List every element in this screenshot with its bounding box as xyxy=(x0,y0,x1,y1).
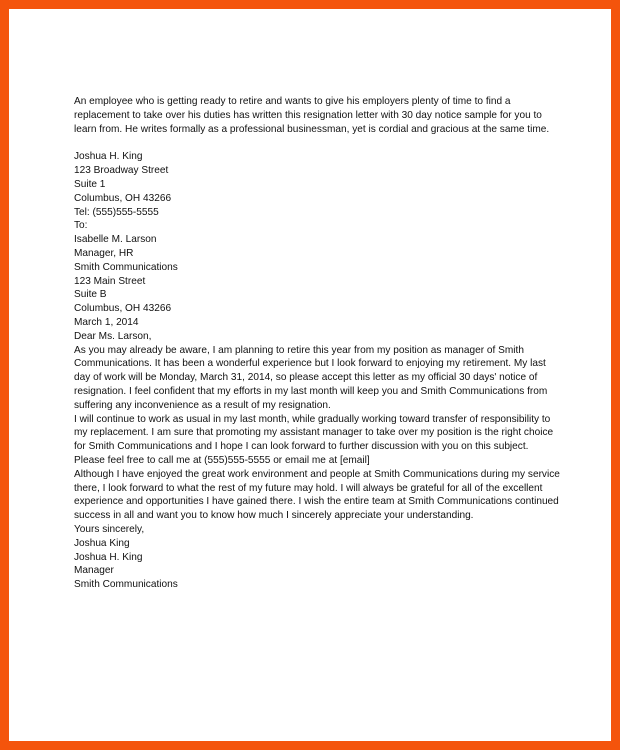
recipient-company: Smith Communications xyxy=(74,261,178,273)
recipient-title: Manager, HR xyxy=(74,247,134,259)
recipient-block xyxy=(74,233,564,316)
recipient-suite: Suite B xyxy=(74,289,107,301)
sender-city: Columbus, OH 43266 xyxy=(74,192,172,204)
sender-tel: Tel: (555)555-5555 xyxy=(74,206,159,218)
salutation: Dear Ms. Larson, xyxy=(74,330,152,342)
recipient-street: 123 Main Street xyxy=(74,275,146,287)
body-paragraph: Although I have enjoyed the great work environment and people at Smith Communications during my service there, I look forward to what the rest of my future may hold. I will always be grateful for all of the excellent experience and opportunities I have gained there. I wish the entire team at Smith Communications continued success in all and want you to know how much I sincerely appreciate your understanding. xyxy=(74,468,560,522)
document-page xyxy=(9,9,611,741)
letter-body xyxy=(74,344,564,523)
body-paragraph: I will continue to work as usual in my last month, while gradually working toward transfer of responsibility to my replacement. I am sure that promoting my assistant manager to take over my position is the right choice for Smith Communications and I hope I can look forward to further discussion with you on this subject. xyxy=(74,413,554,453)
body-paragraph: As you may already be aware, I am planning to retire this year from my position as manager of Smith Communications. It has been a wonderful experience but I look forward to enjoying my retirement. My last day of work will be Monday, March 31, 2014, so please accept this letter as my official 30 days' notice of resignation. I feel confident that my efforts in my last month will keep you and Smith Communications from suffering any inconvenience as a result of my resignation. xyxy=(74,344,548,411)
signature: Joshua King xyxy=(74,537,130,549)
sender-block xyxy=(74,150,564,219)
to-label: To: xyxy=(74,220,88,232)
sender-street: 123 Broadway Street xyxy=(74,165,169,177)
recipient-city: Columbus, OH 43266 xyxy=(74,303,172,315)
sender-name: Joshua H. King xyxy=(74,151,143,163)
intro-paragraph: An employee who is getting ready to retire and wants to give his employers plenty of time to find a replacement to take over his duties has written this resignation letter with 30 day notice sample for you to learn from. He writes formally as a professional businessman, yet is cordial and gracious at the same time. xyxy=(74,96,550,135)
body-paragraph: Please feel free to call me at (555)555-5555 or email me at [email] xyxy=(74,454,370,466)
sender-suite: Suite 1 xyxy=(74,178,106,190)
recipient-name: Isabelle M. Larson xyxy=(74,234,157,246)
signer-title: Manager xyxy=(74,565,114,577)
letter-date: March 1, 2014 xyxy=(74,316,139,328)
letter-content xyxy=(74,95,564,592)
signer-name: Joshua H. King xyxy=(74,551,143,563)
closing: Yours sincerely, xyxy=(74,523,145,535)
signer-company: Smith Communications xyxy=(74,579,178,591)
